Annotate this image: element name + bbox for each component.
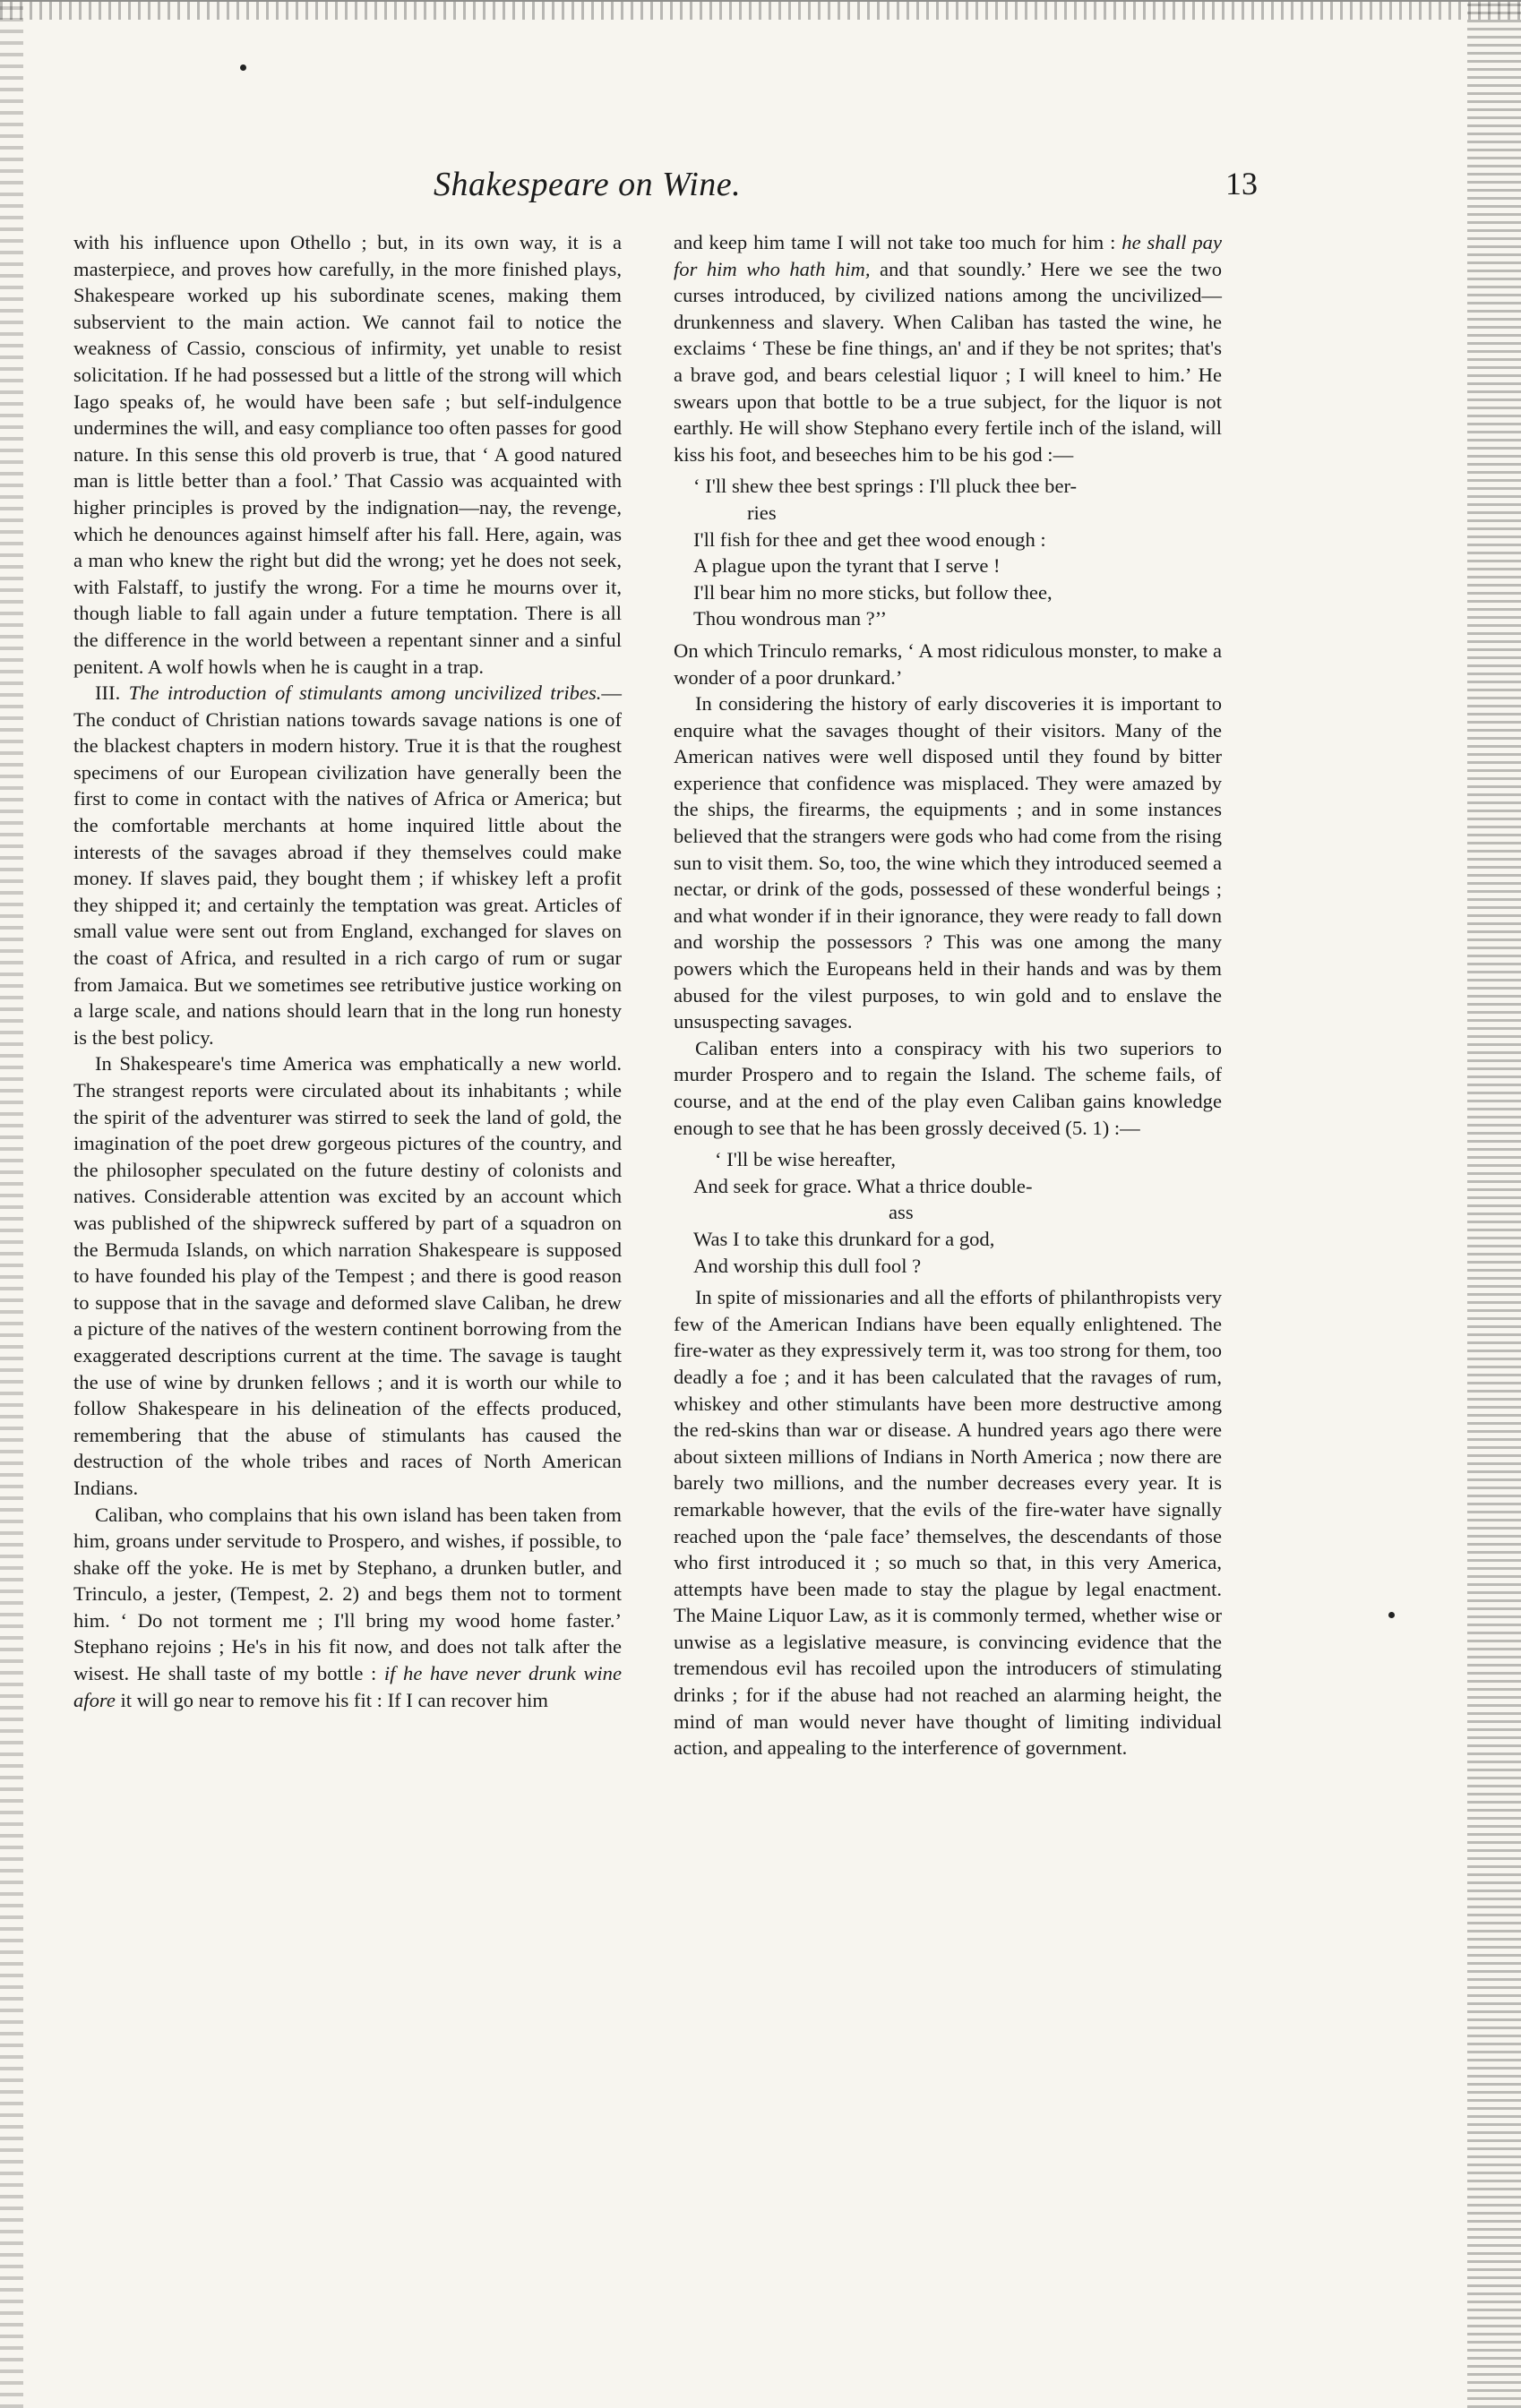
- paragraph: [73, 1502, 622, 1714]
- quotation-italic: he shall pay for him who hath him,: [674, 231, 1223, 280]
- binding-left-edge: [0, 0, 23, 2408]
- verse-line: ‘ I'll be wise hereafter,: [715, 1148, 897, 1171]
- verse-line: I'll bear him no more sticks, but follow thee,: [693, 580, 1053, 604]
- paragraph: [674, 229, 1222, 467]
- verse-line: A plague upon the tyrant that I serve !: [693, 554, 1001, 578]
- torn-top-edge: [0, 0, 1521, 20]
- verse-line: I'll fish for thee and get thee wood enough :: [693, 527, 1046, 551]
- verse-quotation: [674, 473, 1222, 632]
- paragraph: On which Trinculo remarks, ‘ A most ridiculous monster, to make a wonder of a poor drunkard.’: [674, 638, 1222, 689]
- paragraph-text: —The conduct of Christian nations towards savage nations is one of the blackest chapters in modern history. True it is that the roughest specimens of our European civilization have generally been the first to come in contact with the natives of Africa or America; but the comfortable merchants at home inquired little about the interests of the savages abroad if they themselves could make money. If slaves paid, they bought them ; if whiskey left a profit they shipped it; and certainly the temptation was great. Articles of small value were sent out from England, exchanged for slaves on the coast of Africa, and resulted in a rich cargo of rum or sugar from Jamaica. But we sometimes see retributive justice working on a large scale, and nations should learn that in the long run honesty is the best policy.: [73, 681, 623, 1049]
- paragraph-text: it will go near to remove his fit : If I can recover him: [120, 1688, 548, 1711]
- binding-right-edge: [1467, 0, 1521, 2408]
- paragraph-text: and that soundly.’ Here we see the two curses introduced, by civilized nations among the uncivilized—drunkenness and slavery. When Caliban has tasted the wine, he exclaims ‘ These be fine things, an' and if they be not sprites; that's a brave god, and bears celestial liquor ; I will kneel to him.’ He swears upon that bottle to be a true subject, for the liquor is not earthly. He will show Stephano every fertile inch of the island, will kiss his foot, and beseeches him to be his god :—: [674, 257, 1222, 466]
- verse-line: And seek for grace. What a thrice double-: [693, 1174, 1033, 1197]
- verse-line: ‘ I'll shew thee best springs : I'll pluck thee ber-: [693, 475, 1078, 498]
- paragraph: with his influence upon Othello ; but, in its own way, it is a masterpiece, and proves how carefully, in the more finished plays, Shakespeare worked up his subordinate scenes, making them subservient to the main action. We cannot fail to notice the weakness of Cassio, conscious of infirmity, yet unable to resist solicitation. If he had possessed but a little of the strong will which Iago speaks of, he would have been safe ; but self-indulgence undermines the will, and easy compliance too often passes for good nature. In this sense this old proverb is true, that ‘ A good natured man is little better than a fool.’ That Cassio was acquainted with higher principles is proved by the indignation—nay, the revenge, which he denounces against himself after his fall. Here, again, was a man who knew the right but did the wrong; yet he does not seek, with Falstaff, to justify the wrong. For a time he mourns over it, though liable to fall again under a future temptation. There is all the difference in the world between a repentant sinner and a sinful penitent. A wolf howls when he is caught in a trap.: [73, 231, 622, 678]
- section-number: III.: [95, 681, 121, 705]
- verse-line: ries: [747, 501, 777, 524]
- paragraph: In spite of missionaries and all the efforts of philanthropists very few of the American Indians have been equally enlightened. The fire-water as they expressively term it, was too strong for them, too deadly a foe ; and it has been calculated that the ravages of rum, whiskey and other stimulants have been more destructive among the red-skins than war or disease. A hundred years ago there were about sixteen millions of Indians in North America ; now there are barely two millions, and the number decreases every year. It is remarkable however, that the evils of the fire-water have signally reached upon the ‘pale face’ themselves, the descendants of those who first introduced it ; so much so that, in this very America, attempts have been made to stay the plague by legal enactment. The Maine Liquor Law, as it is commonly termed, whether wise or unwise as a legislative measure, is convincing evidence that the tremendous evil has recoiled upon the introducers of stimulating drinks ; for if the abuse had not reached an alarming height, the mind of man would never have thought of limiting individual action, and appealing to the interference of government.: [674, 1286, 1222, 1760]
- right-column: [674, 229, 1222, 1761]
- verse-line: ass: [889, 1201, 914, 1224]
- paragraph: In considering the history of early discoveries it is important to enquire what the savages thought of their visitors. Many of the American natives were well disposed until they found by bitter experience that confidence was misplaced. They were amazed by the ships, the firearms, the equipments ; and in some instances believed that the strangers were gods who had come from the rising sun to visit them. So, too, the wine which they introduced seemed a nectar, or drink of the gods, possessed of these wonderful beings ; and what wonder if in their ignorance, they were ready to fall down and worship the possessors ? This was one among the many powers which the Europeans held in their hands and was by them abused for the vilest purposes, to win gold and to enslave the unsuspecting savages.: [674, 692, 1222, 1033]
- quotation-italic: if he have never drunk wine afore: [73, 1662, 622, 1711]
- running-head: [434, 165, 1258, 204]
- left-column: [73, 229, 622, 1713]
- paragraph: In Shakespeare's time America was emphatically a new world. The strangest reports were circulated about its inhabitants ; while the spirit of the adventurer was stirred to seek the land of gold, the imagination of the poet drew gorgeous pictures of the country, and the philosopher speculated on the future destiny of colonists and natives. Considerable attention was excited by an account which was published of the shipwreck suffered by part of a squadron on the Bermuda Islands, on which narration Shakespeare is supposed to have founded his play of the Tempest ; and there is good reason to suppose that in the savage and deformed slave Caliban, he drew a picture of the natives of the western continent borrowing from the exaggerated descriptions current at the time. The savage is taught the use of wine by drunken fellows ; and it is worth our while to follow Shakespeare in his delineation of the effects produced, remembering that the abuse of stimulants has caused the destruction of the whole tribes and races of North American Indians.: [73, 1052, 622, 1499]
- verse-line: Thou wondrous man ?’’: [693, 607, 888, 630]
- section-heading: The introduction of stimulants among uncivilized tribes.: [128, 681, 602, 705]
- paragraph-text: Caliban, who complains that his own island has been taken from him, groans under servitude to Prospero, and wishes, if possible, to shake off the yoke. He is met by Stephano, a drunken butler, and Trinculo, a jester, (Tempest, 2. 2) and begs them not to torment him. ‘ Do not torment me ; I'll bring my wood home faster.’ Stephano rejoins ; He's in his fit now, and does not talk after the wisest. He shall taste of my bottle :: [73, 1503, 622, 1685]
- verse-quotation: [674, 1146, 1222, 1279]
- running-title: Shakespeare on Wine.: [434, 166, 742, 203]
- paragraph-text: and keep him tame I will not take too much for him :: [674, 231, 1116, 253]
- section-paragraph: [73, 680, 622, 1050]
- paragraph: Caliban enters into a conspiracy with his two superiors to murder Prospero and to regain the Island. The scheme fails, of course, and at the end of the play even Caliban gains knowledge enough to see that he has been grossly deceived (5. 1) :—: [674, 1036, 1222, 1139]
- ink-speck: [240, 64, 246, 71]
- page-number: 13: [1225, 166, 1258, 201]
- verse-line: Was I to take this drunkard for a god,: [693, 1227, 995, 1250]
- verse-line: And worship this dull fool ?: [693, 1254, 922, 1277]
- ink-speck: [1388, 1612, 1395, 1618]
